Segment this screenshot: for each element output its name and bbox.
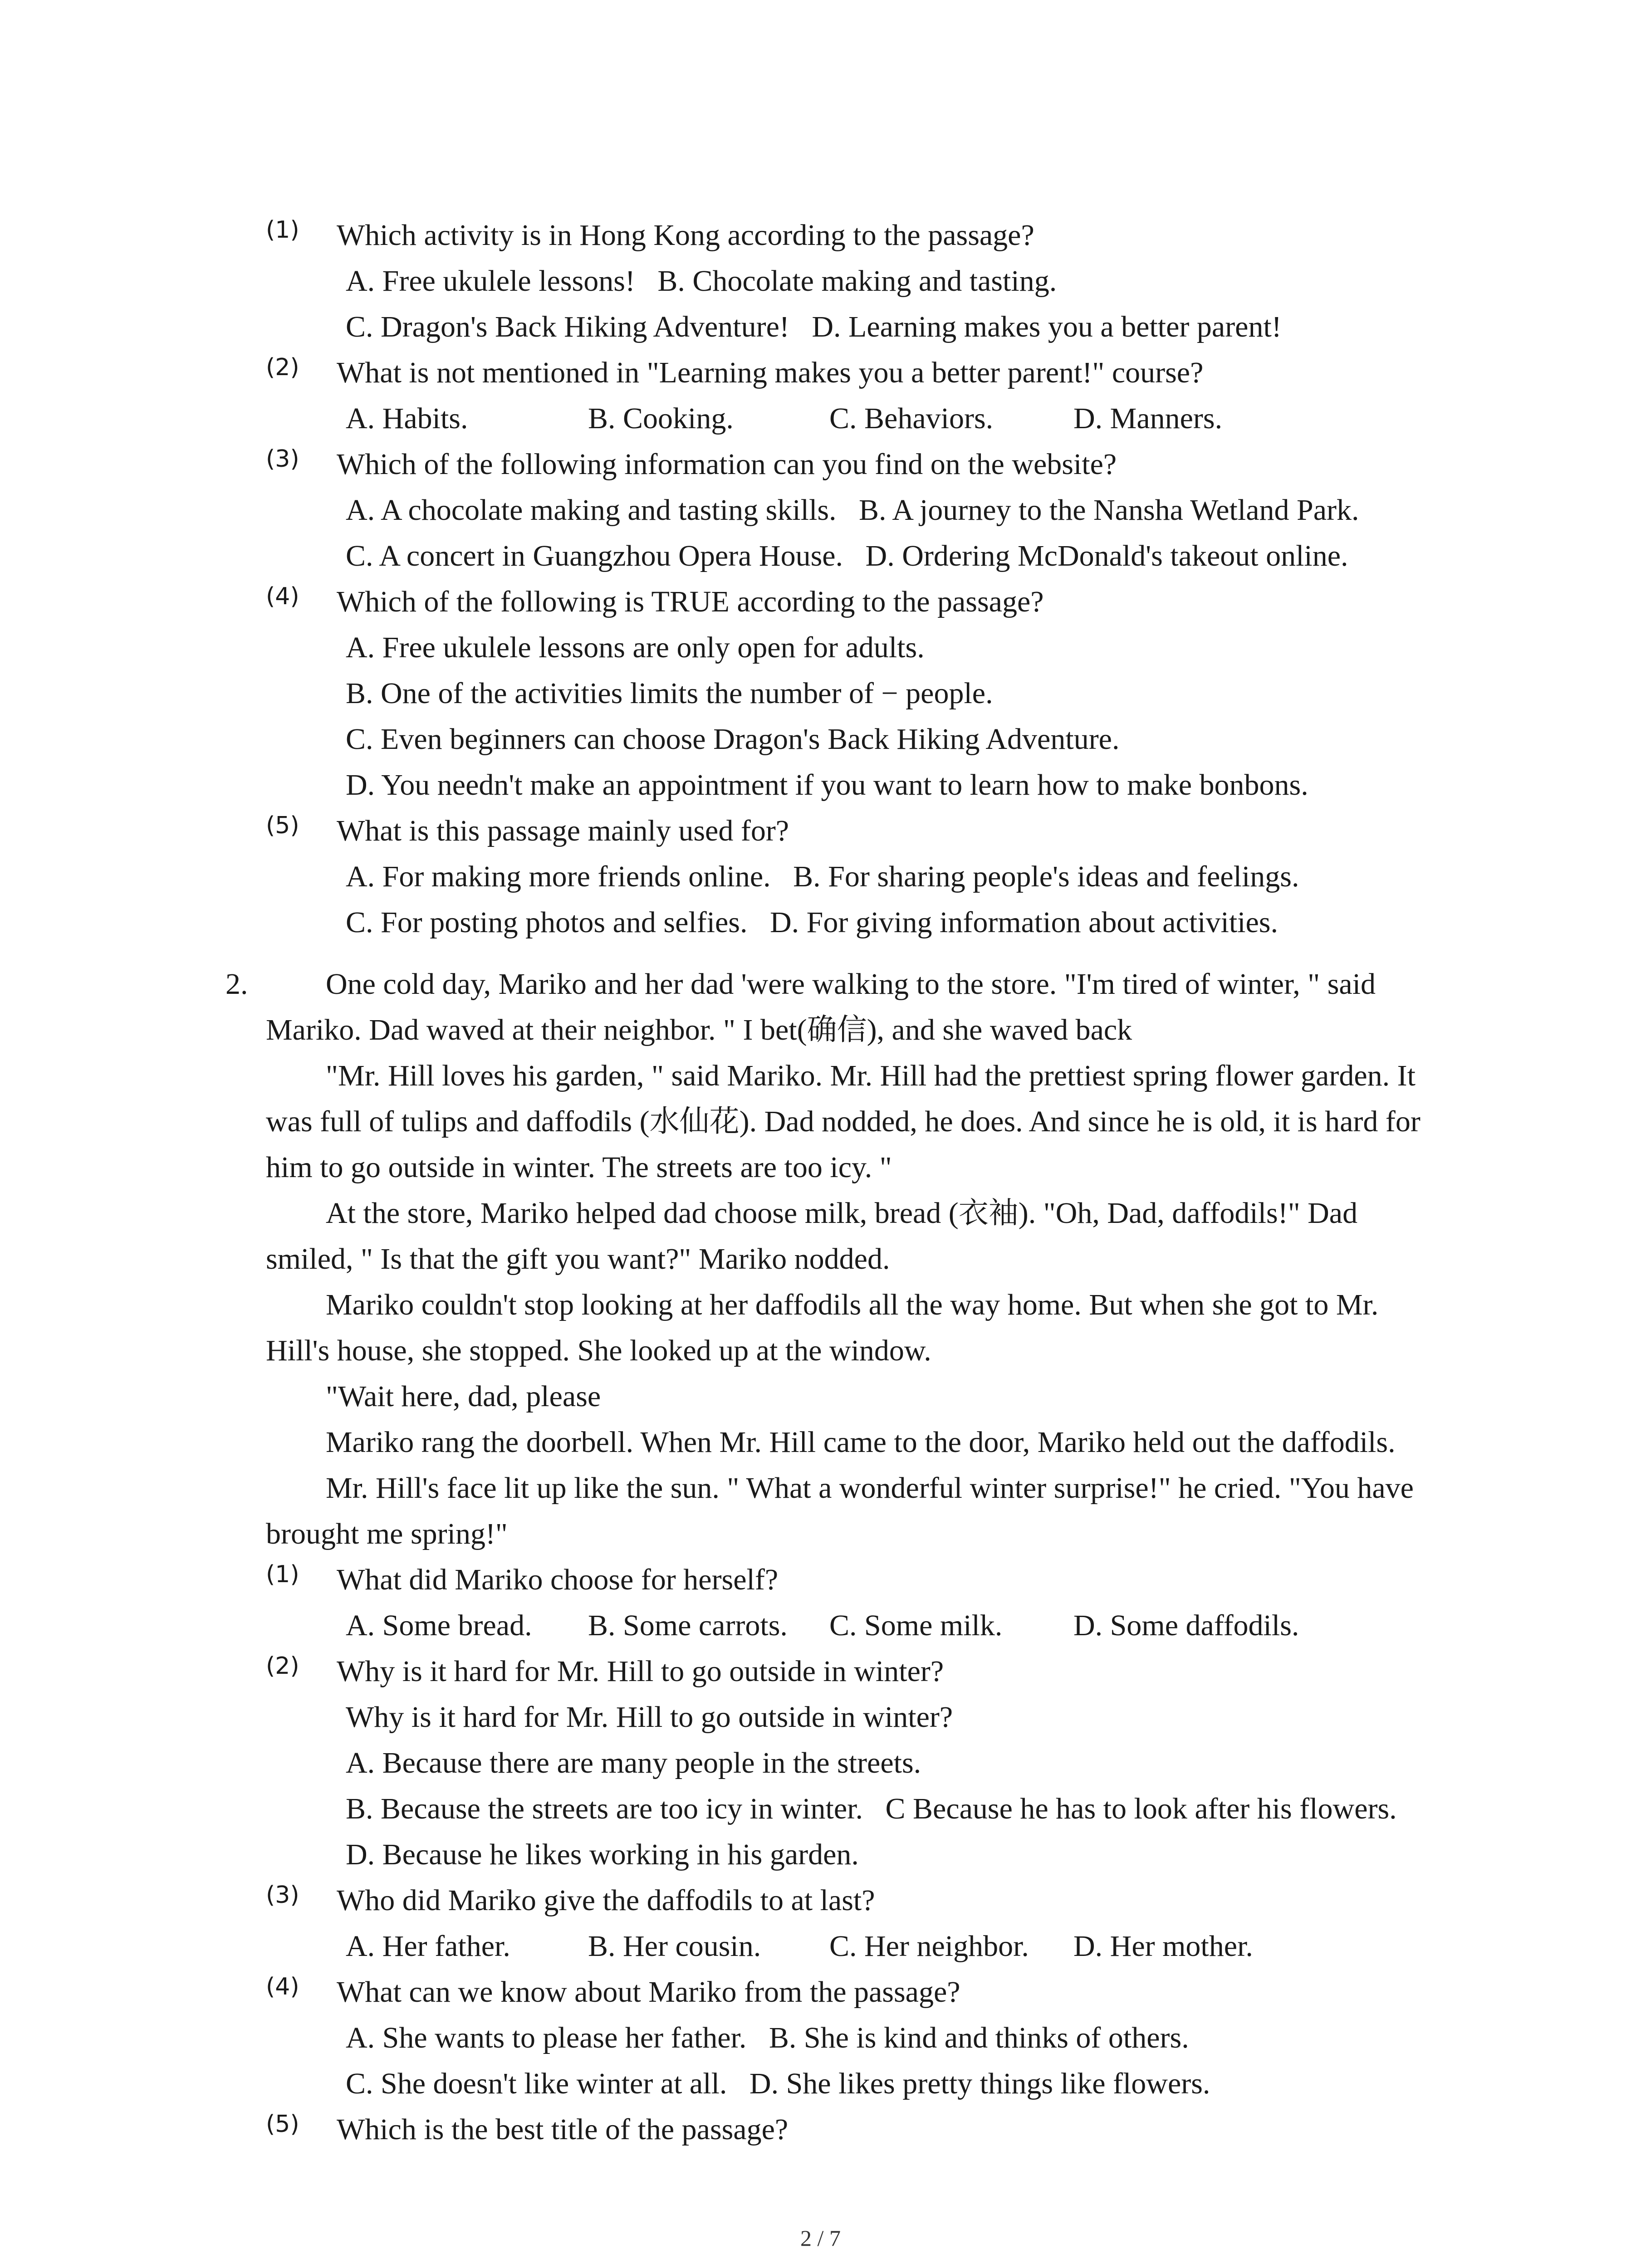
option-text: D. Because he likes working in his garden. xyxy=(346,1838,859,1871)
option-a: A. Her father. xyxy=(346,1930,510,1963)
question-stem: Who did Mariko give the daffodils to at last? xyxy=(337,1884,875,1917)
question-2-3 xyxy=(0,1878,1641,1923)
option-line xyxy=(0,671,1641,716)
option-text: Why is it hard for Mr. Hill to go outside in winter? xyxy=(346,1701,953,1734)
page-number: 2 / 7 xyxy=(800,2225,841,2251)
option-text: A. Free ukulele lessons are only open for adults. xyxy=(346,631,925,664)
option-line xyxy=(0,717,1641,762)
question-number: (3) xyxy=(266,445,299,473)
question-stem: What is this passage mainly used for? xyxy=(337,814,789,847)
question-number: (3) xyxy=(266,1882,299,1909)
passage-line xyxy=(0,1328,1641,1374)
option-text: D. You needn't make an appointment if you want to learn how to make bonbons. xyxy=(346,768,1308,802)
option-line xyxy=(0,1832,1641,1877)
passage-line xyxy=(0,1145,1641,1190)
option-text: C. She doesn't like winter at all. D. She likes pretty things like flowers. xyxy=(346,2067,1210,2100)
passage-text: At the store, Mariko helped dad choose milk, bread (衣袖). "Oh, Dad, daffodils!" Dad xyxy=(326,1197,1358,1230)
option-line xyxy=(0,763,1641,808)
question-2-2 xyxy=(0,1649,1641,1694)
option-c: C. Behaviors. xyxy=(829,402,994,435)
passage-line xyxy=(0,1420,1641,1465)
question-number: (1) xyxy=(266,216,299,244)
option-d: D. Her mother. xyxy=(1073,1930,1253,1963)
passage-line xyxy=(0,1191,1641,1236)
option-line xyxy=(0,304,1641,350)
question-2-5 xyxy=(0,2107,1641,2152)
option-line xyxy=(0,625,1641,670)
question-2-1 xyxy=(0,1557,1641,1603)
option-text: B. One of the activities limits the number of − people. xyxy=(346,677,993,710)
option-b: B. Her cousin. xyxy=(588,1930,761,1963)
option-line xyxy=(0,1786,1641,1832)
passage-text: smiled, " Is that the gift you want?" Mariko nodded. xyxy=(266,1242,890,1276)
option-text: A. Because there are many people in the streets. xyxy=(346,1746,921,1779)
question-stem: Which is the best title of the passage? xyxy=(337,2113,789,2146)
question-stem: Which of the following information can you find on the website? xyxy=(337,448,1117,481)
passage-text: Mariko rang the doorbell. When Mr. Hill came to the door, Mariko held out the daffodils. xyxy=(326,1426,1396,1459)
passage-line xyxy=(0,1237,1641,1282)
option-line xyxy=(0,1603,1641,1648)
question-number: (5) xyxy=(266,2111,299,2138)
question-number: (4) xyxy=(266,583,299,610)
option-text: A. For making more friends online. B. For sharing people's ideas and feelings. xyxy=(346,860,1299,893)
section-number: 2. xyxy=(225,968,248,1001)
option-d: D. Some daffodils. xyxy=(1073,1609,1299,1642)
question-1-2 xyxy=(0,350,1641,396)
option-text: C. Even beginners can choose Dragon's Back Hiking Adventure. xyxy=(346,723,1120,756)
question-number: (2) xyxy=(266,1652,299,1680)
option-line xyxy=(0,854,1641,899)
passage-line xyxy=(0,1053,1641,1099)
option-line xyxy=(0,396,1641,441)
passage-text: Hill's house, she stopped. She looked up at the window. xyxy=(266,1334,931,1367)
question-number: (2) xyxy=(266,354,299,381)
question-1-1 xyxy=(0,213,1641,258)
passage-text: "Wait here, dad, please xyxy=(326,1380,601,1413)
question-number: (5) xyxy=(266,812,299,839)
option-line xyxy=(0,488,1641,533)
option-text: A. She wants to please her father. B. She is kind and thinks of others. xyxy=(346,2021,1189,2054)
question-1-5 xyxy=(0,808,1641,854)
passage-line xyxy=(0,1099,1641,1144)
passage-text: Mr. Hill's face lit up like the sun. " What a wonderful winter surprise!" he cried. "You have xyxy=(326,1471,1414,1505)
passage-line xyxy=(0,1007,1641,1053)
question-1-3 xyxy=(0,442,1641,487)
passage-text: was full of tulips and daffodils (水仙花). Dad nodded, he does. And since he is old, it is hard for xyxy=(266,1105,1421,1138)
option-b: B. Cooking. xyxy=(588,402,734,435)
option-line xyxy=(0,533,1641,579)
option-a: A. Habits. xyxy=(346,402,468,435)
option-line xyxy=(0,1740,1641,1786)
passage-text: "Mr. Hill loves his garden, " said Mariko. Mr. Hill had the prettiest spring flower garden. It xyxy=(326,1059,1416,1092)
passage-text: him to go outside in winter. The streets are too icy. " xyxy=(266,1151,892,1184)
question-stem: What is not mentioned in "Learning makes you a better parent!" course? xyxy=(337,356,1204,389)
option-d: D. Manners. xyxy=(1073,402,1223,435)
passage-text: One cold day, Mariko and her dad 'were walking to the store. "I'm tired of winter, " said xyxy=(326,968,1376,1001)
question-stem: Which of the following is TRUE according to the passage? xyxy=(337,585,1044,618)
question-stem: What can we know about Mariko from the passage? xyxy=(337,1975,960,2009)
question-stem: Why is it hard for Mr. Hill to go outside in winter? xyxy=(337,1655,944,1688)
passage-line xyxy=(0,1282,1641,1328)
option-c: C. Some milk. xyxy=(829,1609,1003,1642)
passage-line xyxy=(0,1511,1641,1557)
option-b: B. Some carrots. xyxy=(588,1609,788,1642)
question-stem: What did Mariko choose for herself? xyxy=(337,1563,779,1596)
passage-line xyxy=(0,1466,1641,1511)
passage-text: Mariko couldn't stop looking at her daffodils all the way home. But when she got to Mr. xyxy=(326,1288,1379,1321)
passage-line xyxy=(0,962,1641,1007)
passage-line xyxy=(0,1374,1641,1419)
option-text: C. A concert in Guangzhou Opera House. D. Ordering McDonald's takeout online. xyxy=(346,539,1348,572)
question-2-4 xyxy=(0,1970,1641,2015)
option-line xyxy=(0,900,1641,945)
option-c: C. Her neighbor. xyxy=(829,1930,1029,1963)
option-text: A. Free ukulele lessons! B. Chocolate making and tasting. xyxy=(346,264,1057,298)
option-text: C. For posting photos and selfies. D. For giving information about activities. xyxy=(346,906,1278,939)
question-1-4 xyxy=(0,579,1641,625)
option-line xyxy=(0,1924,1641,1969)
question-number: (4) xyxy=(266,1973,299,2000)
option-text: B. Because the streets are too icy in winter. C Because he has to look after his flowers. xyxy=(346,1792,1397,1825)
option-line xyxy=(0,259,1641,304)
option-text: A. A chocolate making and tasting skills. B. A journey to the Nansha Wetland Park. xyxy=(346,494,1359,527)
option-line xyxy=(0,2015,1641,2061)
option-a: A. Some bread. xyxy=(346,1609,532,1642)
passage-text: brought me spring!" xyxy=(266,1517,508,1550)
option-line xyxy=(0,1695,1641,1740)
passage-text: Mariko. Dad waved at their neighbor. " I bet(确信), and she waved back xyxy=(266,1013,1132,1046)
question-number: (1) xyxy=(266,1561,299,1588)
question-stem: Which activity is in Hong Kong according to the passage? xyxy=(337,219,1034,252)
option-line xyxy=(0,2061,1641,2107)
option-text: C. Dragon's Back Hiking Adventure! D. Learning makes you a better parent! xyxy=(346,310,1282,343)
